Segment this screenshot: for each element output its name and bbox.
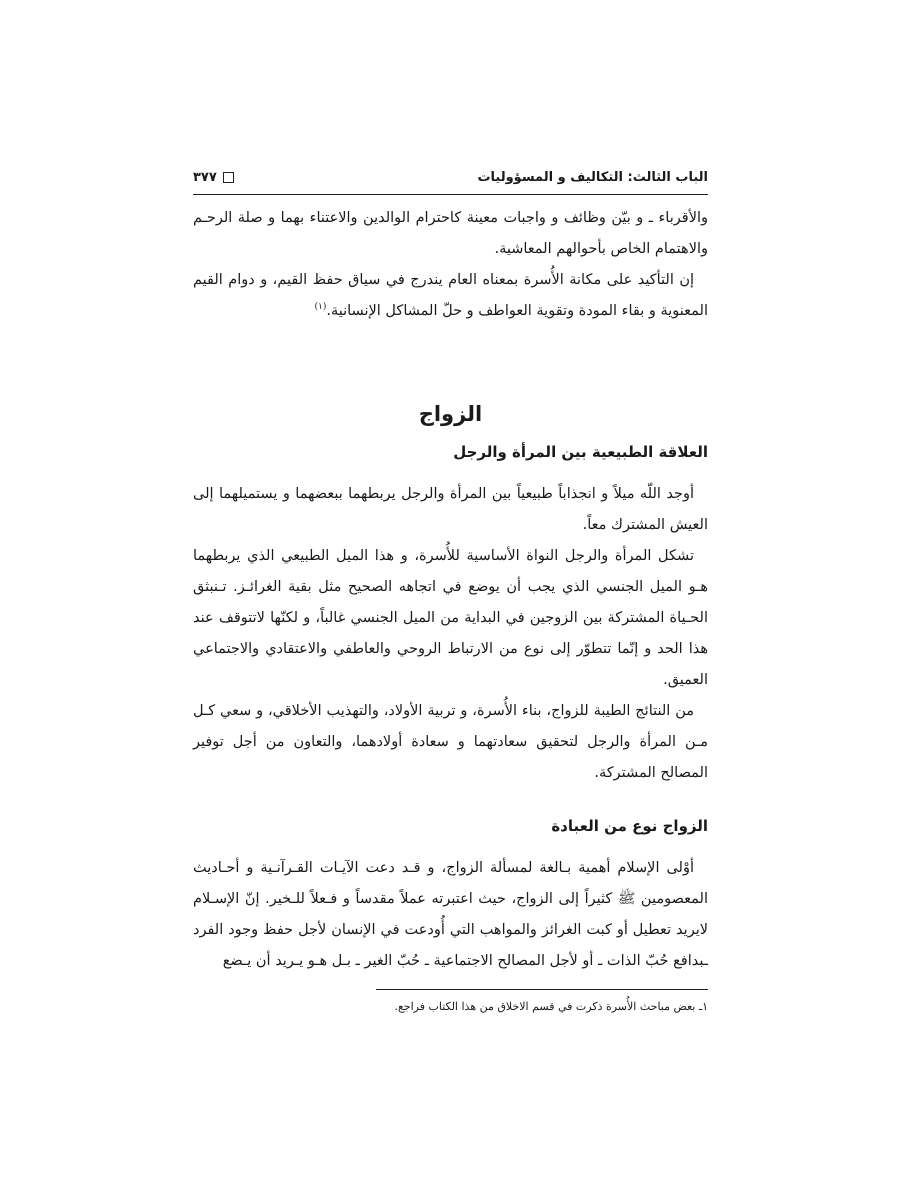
subheading-marriage-worship: الزواج نوع من العبادة — [551, 817, 708, 835]
intro-paragraph-2-text: إن التأكيد على مكانة الأُسرة بمعناه العام يندرج في سياق حفظ القيم، و دوام القيم المعنوية و بقاء المودة وتقوية العواطف و حلّ المشاكل الإنسانية. — [193, 272, 708, 319]
section-title: الزواج — [418, 402, 483, 426]
chapter-title: الباب الثالث: التكاليف و المسؤوليات — [477, 169, 708, 185]
paragraph-marriage-results: من النتائج الطيبة للزواج، بناء الأُسرة، و تربية الأولاد، والتهذيب الأخلاقي، و سعي كـل مـن المرأة والرجل لتحقيق سعادتهما و سعادة أولادهما، والتعاون من أجل توفير المصالح المشتركة. — [193, 703, 708, 781]
intro-paragraph-1: والأقرباء ـ و بيّن وظائف و واجبات معينة كاحترام الوالدين والاعتناء بهما و صلة الرحـم والاهتمام الخاص بأحوالهم المعاشية. — [193, 210, 708, 257]
paragraph-family-nucleus: تشكل المرأة والرجل النواة الأساسية للأُسرة، و هذا الميل الطبيعي الذي يربطهما هـو الميل الجنسي الذي يجب أن يوضع في اتجاهه الصحيح مثل بقية الغرائـز. تـنبثق الحـياة المشتركة بين الزوجين في البداية من الميل الجنسي غالباً، و لكنّها لاتتوقف عند هذا الحد و إنّما تتطوّر إلى نوع من الارتباط الروحي والعاطفي والاعتقادي والاجتماعي العميق. — [193, 548, 708, 688]
page-number-value: ٣٧٧ — [193, 169, 217, 185]
page-number — [193, 170, 234, 185]
book-page — [193, 160, 708, 1016]
paragraph-natural-attraction: أوجد اللّه ميلاً و انجذاباً طبيعياً بين المرأة والرجل يربطهما ببعضهما و يستميلهما إلى العيش المشترك معاً. — [193, 486, 708, 533]
intro-block — [193, 203, 708, 327]
running-header — [193, 160, 708, 195]
footnote: ١ـ بعض مباحث الأُسرة ذكرت في قسم الاخلاق من هذا الكتاب فراجع. — [394, 1000, 708, 1013]
footnote-divider — [376, 989, 708, 990]
square-marker-icon — [223, 172, 234, 183]
intro-paragraph-2 — [193, 265, 708, 327]
paragraph-islam-marriage: أوْلى الإسلام أهمية بـالغة لمسألة الزواج، و قـد دعت الآيـات القـرآنـية و أحـاديث المعصومين ﷺ كثيراً إلى الزواج، حيث اعتبرته عملاً مقدساً و فـعلاً للـخير. إنّ الإسـلام لايريد تعطيل أو كبت الغرائز والمواهب التي أُودعت في الإنسان لأجل حفظ وجود الفرد ـبدافع حُبّ الذات ـ أو لأجل المصالح الاجتماعية ـ حُبّ الغير ـ بـل هـو يـريد أن يـضع — [193, 860, 708, 969]
footnote-reference: (١) — [314, 302, 327, 313]
subheading-natural-relation: العلاقة الطبيعية بين المرأة والرجل — [453, 443, 708, 461]
